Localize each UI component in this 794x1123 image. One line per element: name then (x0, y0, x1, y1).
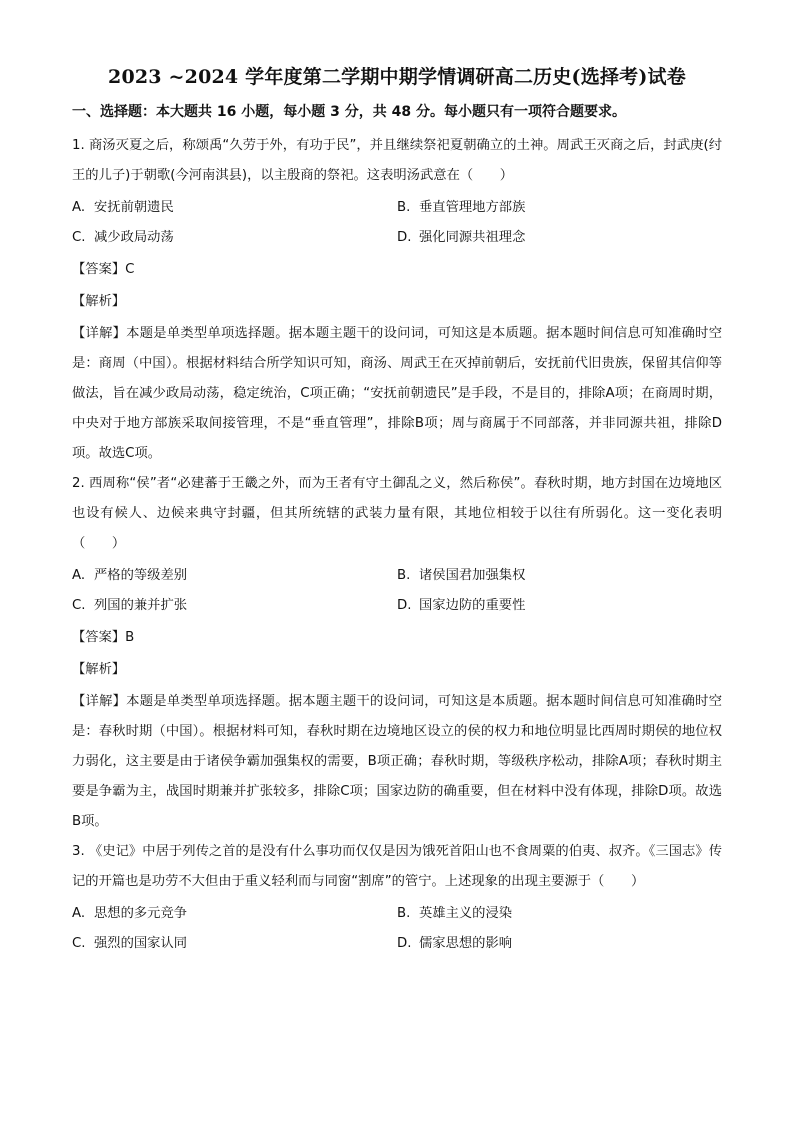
question-stem: 1. 商汤灭夏之后，称颂禹“久劳于外，有功于民”，并且继续祭祀夏朝确立的土神。周武王灭商之后，封武庚(纣王的儿子)于朝歌(今河南淇县)，以主殷商的祭祀。这表明汤武意在（ ） (72, 138, 722, 183)
options (72, 561, 722, 621)
answer: 【答案】C (72, 262, 135, 277)
option-b: B. 英雄主义的浸染 (397, 906, 513, 921)
section-header: 一、选择题：本大题共 16 小题，每小题 3 分，共 48 分。每小题只有一项符合题要求。 (72, 104, 626, 120)
question-stem: 3. 《史记》中居于列传之首的是没有什么事功而仅仅是因为饿死首阳山也不食周粟的伯夷、叔齐。《三国志》传记的开篇也是功劳不大但由于重义轻利而与同窗“割席”的管宁。上述现象的出现主要源于（ ） (72, 844, 722, 889)
option-c: C. 强烈的国家认同 (72, 936, 188, 951)
question-2 (72, 469, 722, 837)
option-a: A. 安抚前朝遗民 (72, 200, 174, 215)
option-d: D. 儒家思想的影响 (397, 936, 513, 951)
option-a: A. 思想的多元竞争 (72, 906, 188, 921)
answer: 【答案】B (72, 630, 135, 645)
question-3 (72, 837, 722, 959)
option-b: B. 诸侯国君加强集权 (397, 568, 526, 583)
option-b: B. 垂直管理地方部族 (397, 200, 526, 215)
option-c: C. 减少政局动荡 (72, 230, 174, 245)
analysis-label: 【解析】 (72, 662, 126, 677)
option-d: D. 强化同源共祖理念 (397, 230, 526, 245)
detail-explanation: 【详解】本题是单类型单项选择题。据本题主题干的设问词，可知这是本质题。据本题时间信息可知准确时空是：商周（中国）。根据材料结合所学知识可知，商汤、周武王在灭掉前朝后，安抚前代旧贵族，保留其信仰等做法，旨在减少政局动荡，稳定统治，C项正确；“安抚前朝遗民”是手段，不是目的，排除A项；在商周时期，中央对于地方部族采取间接管理，不是“垂直管理”，排除B项；周与商属于不同部落，并非同源共祖，排除D项。故选C项。 (72, 326, 722, 461)
question-1 (72, 131, 722, 469)
option-a: A. 严格的等级差别 (72, 568, 188, 583)
analysis-label: 【解析】 (72, 294, 126, 309)
option-c: C. 列国的兼并扩张 (72, 598, 188, 613)
detail-explanation: 【详解】本题是单类型单项选择题。据本题主题干的设问词，可知这是本质题。据本题时间信息可知准确时空是：春秋时期（中国）。根据材料可知，春秋时期在边境地区设立的侯的权力和地位明显比西周时期侯的地位权力弱化，这主要是由于诸侯争霸加强集权的需要，B项正确；春秋时期，等级秩序松动，排除A项；春秋时期主要是争霸为主，战国时期兼并扩张较多，排除C项；国家边防的确重要，但在材料中没有体现，排除D项。故选B项。 (72, 694, 722, 829)
question-stem: 2. 西周称“侯”者“必建蕃于王畿之外，而为王者有守土御乱之义，然后称侯”。春秋时期，地方封国在边境地区也设有候人、边候来典守封疆，但其所统辖的武装力量有限，其地位相较于以往有所弱化。这一变化表明（ ） (72, 476, 722, 551)
option-d: D. 国家边防的重要性 (397, 598, 526, 613)
options (72, 193, 722, 253)
exam-title: 2023 ~2024 学年度第二学期中期学情调研高二历史(选择考)试卷 (108, 66, 686, 88)
options (72, 899, 722, 959)
